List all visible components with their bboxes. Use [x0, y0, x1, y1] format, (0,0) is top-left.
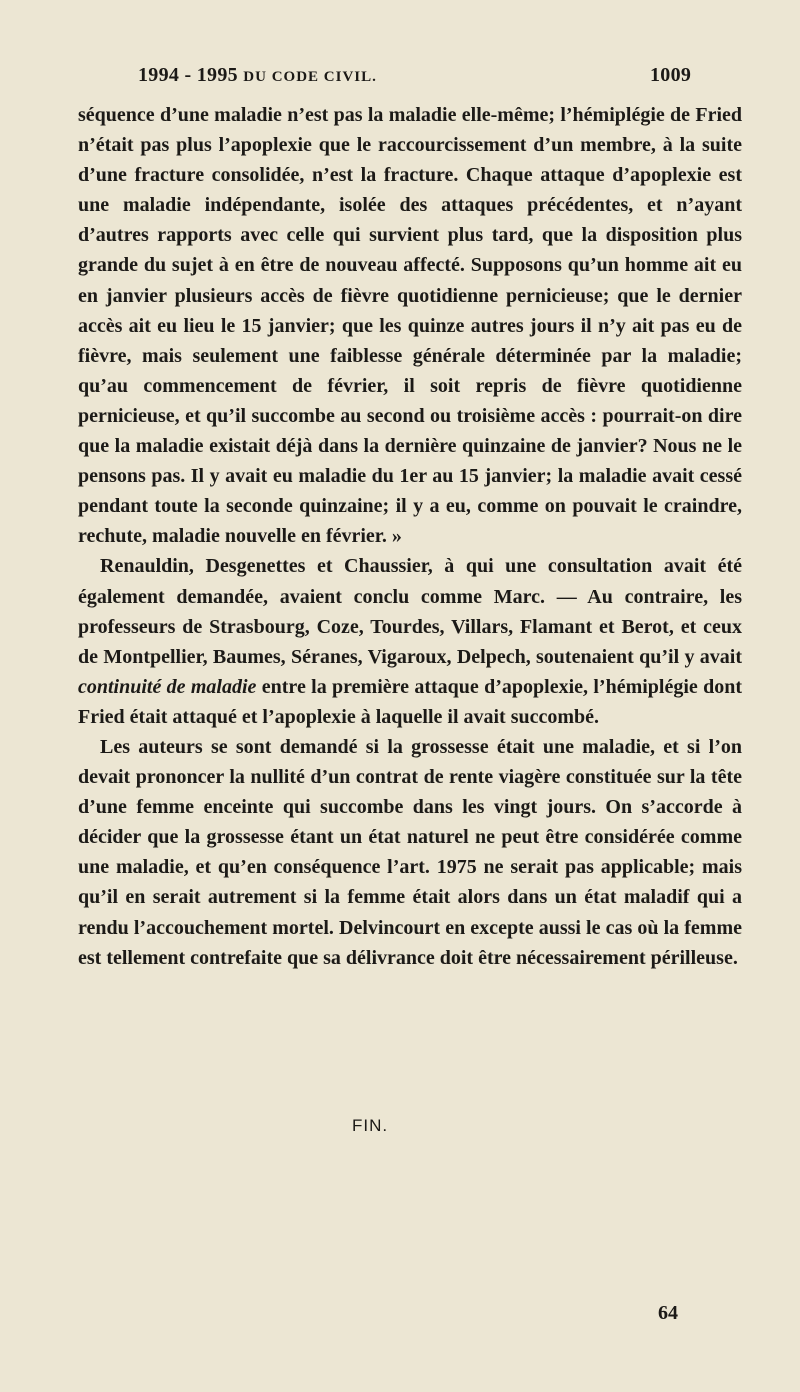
paragraph-2-part-1: Renauldin, Desgenettes et Chaussier, à qui une consultation avait été également demandée, avaient conclu comme Marc. — Au contraire, les professeurs de Strasbourg, Coze, Tourdes, Villars, Flamant et Berot, et ceux de Montpellier, Baumes, Séranes, Vigaroux, Delpech, soutenaient qu’il y avait — [78, 555, 742, 668]
article-range: 1994 - 1995 — [138, 64, 238, 86]
paragraph-1: séquence d’une maladie n’est pas la maladie elle-même; l’hémiplégie de Fried n’était pas plus l’apoplexie que le raccourcissement d’un membre, à la suite d’une fracture consolidée, n’est la fracture. Chaque attaque d’apoplexie est une maladie indépendante, isolée des attaques précédentes, et n’ayant d’autres rapports avec celle qui survient plus tard, que la disposition plus grande du sujet à en être de nouveau affecté. Supposons qu’un homme ait eu en janvier plusieurs accès de fièvre quotidienne pernicieuse; que le dernier accès ait eu lieu le 15 janvier; que les quinze autres jours il n’y ait pas eu de fièvre, mais seulement une faiblesse générale déterminée par la maladie; qu’au commencement de février, il soit repris de fièvre quotidienne pernicieuse, et qu’il succombe au second ou troisième accès : pourrait-on dire que la maladie existait déjà dans la dernière quinzaine de janvier? Nous ne le pensons pas. Il y avait eu maladie du 1er au 15 janvier; la maladie avait cessé pendant toute la seconde quinzaine; il y a eu, comme on pouvait le craindre, rechute, maladie nouvelle en février. » — [78, 104, 742, 548]
code-civil-label: DU CODE CIVIL. — [243, 69, 377, 85]
paragraph-2-part-2: entre la première attaque d’apoplexie, l’hémiplégie dont Fried était attaqué et l’apoplexie à laquelle il avait succombé. — [78, 675, 743, 728]
paragraph-3: Les auteurs se sont demandé si la grossesse était une maladie, et si l’on devait prononcer la nullité d’un contrat de rente viagère constituée sur la tête d’une femme enceinte qui succombe dans les vingt jours. On s’accorde à décider que la grossesse étant un état naturel ne peut être considérée comme une maladie, et qu’en conséquence l’art. 1975 ne serait pas applicable; mais qu’il en serait autrement si la femme était alors dans un état maladif qui a rendu l’accouchement mortel. Delvincourt en excepte aussi le cas où la femme est tellement contrefaite que sa délivrance doit être nécessairement périlleuse. — [78, 735, 742, 969]
signature-mark: 64 — [658, 1302, 678, 1324]
paragraph-2 — [78, 551, 742, 732]
running-header — [0, 64, 800, 94]
page-number: 1009 — [650, 64, 692, 86]
fin-label: FIN. — [352, 1116, 389, 1135]
header-title — [138, 64, 377, 87]
body-text — [78, 100, 742, 973]
italic-phrase: continuité de maladie — [78, 675, 257, 698]
